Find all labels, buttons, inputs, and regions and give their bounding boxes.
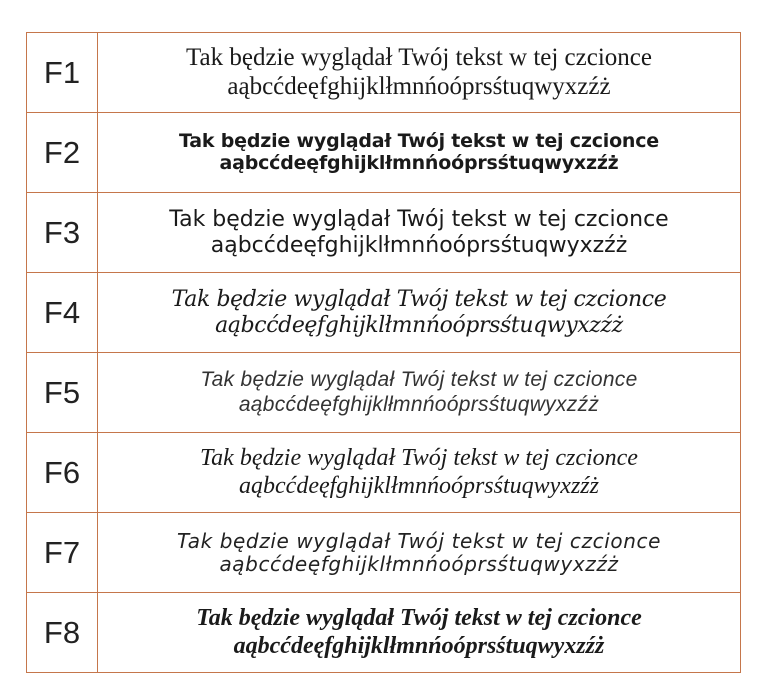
font-row-f3 — [27, 193, 741, 273]
font-sample-cell — [98, 353, 741, 433]
sample-text-line1: Tak będzie wyglądał Twój tekst w tej czcionce — [196, 604, 642, 631]
sample-text-line1: Tak będzie wyglądał Twój tekst w tej czcionce — [185, 43, 652, 71]
font-label: F7 — [27, 513, 98, 593]
font-row-f7 — [27, 513, 741, 593]
sample-text-line1: Tak będzie wyglądał Twój tekst w tej czcionce — [169, 207, 669, 233]
sample-text-line1: Tak będzie wyglądał Twój tekst w tej czcionce — [177, 528, 661, 553]
font-sample-cell — [98, 113, 741, 193]
font-label: F5 — [27, 353, 98, 433]
font-sample-table — [26, 32, 741, 673]
font-row-f4 — [27, 273, 741, 353]
sample-alphabet-line2: aąbcćdeęfghijklłmnńoóprsśtuqwyxzźż — [238, 392, 600, 416]
font-label: F1 — [27, 33, 98, 113]
sample-text-line1: Tak będzie wyglądał Twój tekst w tej czcionce — [178, 129, 659, 152]
font-sample-cell — [98, 593, 741, 673]
font-label: F4 — [27, 273, 98, 353]
font-sample-cell — [98, 273, 741, 353]
sample-alphabet-line2: aąbcćdeęfghijklłmnńoóprsśtuqwyxzźż — [215, 312, 623, 338]
font-sample-cell — [98, 33, 741, 113]
font-row-f6 — [27, 433, 741, 513]
font-row-f2 — [27, 113, 741, 193]
font-label: F3 — [27, 193, 98, 273]
sample-alphabet-line2: aąbcćdeęfghijklłmnńoóprsśtuqwyxzźż — [210, 232, 628, 258]
font-row-f5 — [27, 353, 741, 433]
font-label: F2 — [27, 113, 98, 193]
font-label: F8 — [27, 593, 98, 673]
sample-alphabet-line2: aąbcćdeęfghijklłmnńoóprsśtuqwyxzźż — [227, 72, 611, 100]
sample-text-line1: Tak będzie wyglądał Twój tekst w tej czcionce — [200, 368, 638, 392]
sample-alphabet-line2: aąbcćdeęfghijklłmnńoóprsśtuqwyxzźż — [219, 151, 619, 174]
font-sample-cell — [98, 433, 741, 513]
font-label: F6 — [27, 433, 98, 513]
font-sample-cell — [98, 513, 741, 593]
font-sample-cell — [98, 193, 741, 273]
sample-text-line1: Tak będzie wyglądał Twój tekst w tej czcionce — [200, 444, 638, 471]
sample-alphabet-line2: aąbcćdeęfghijklłmnńoóprsśtuqwyxzźż — [219, 551, 619, 576]
sample-alphabet-line2: aąbcćdeęfghijklłmnńoóprsśtuqwyxzźż — [239, 472, 599, 499]
font-row-f8 — [27, 593, 741, 673]
sample-alphabet-line2: aąbcćdeęfghijklłmnńoóprsśtuqwyxzźż — [233, 632, 605, 659]
sample-text-line1: Tak będzie wyglądał Twój tekst w tej czcionce — [171, 287, 667, 313]
font-row-f1 — [27, 33, 741, 113]
